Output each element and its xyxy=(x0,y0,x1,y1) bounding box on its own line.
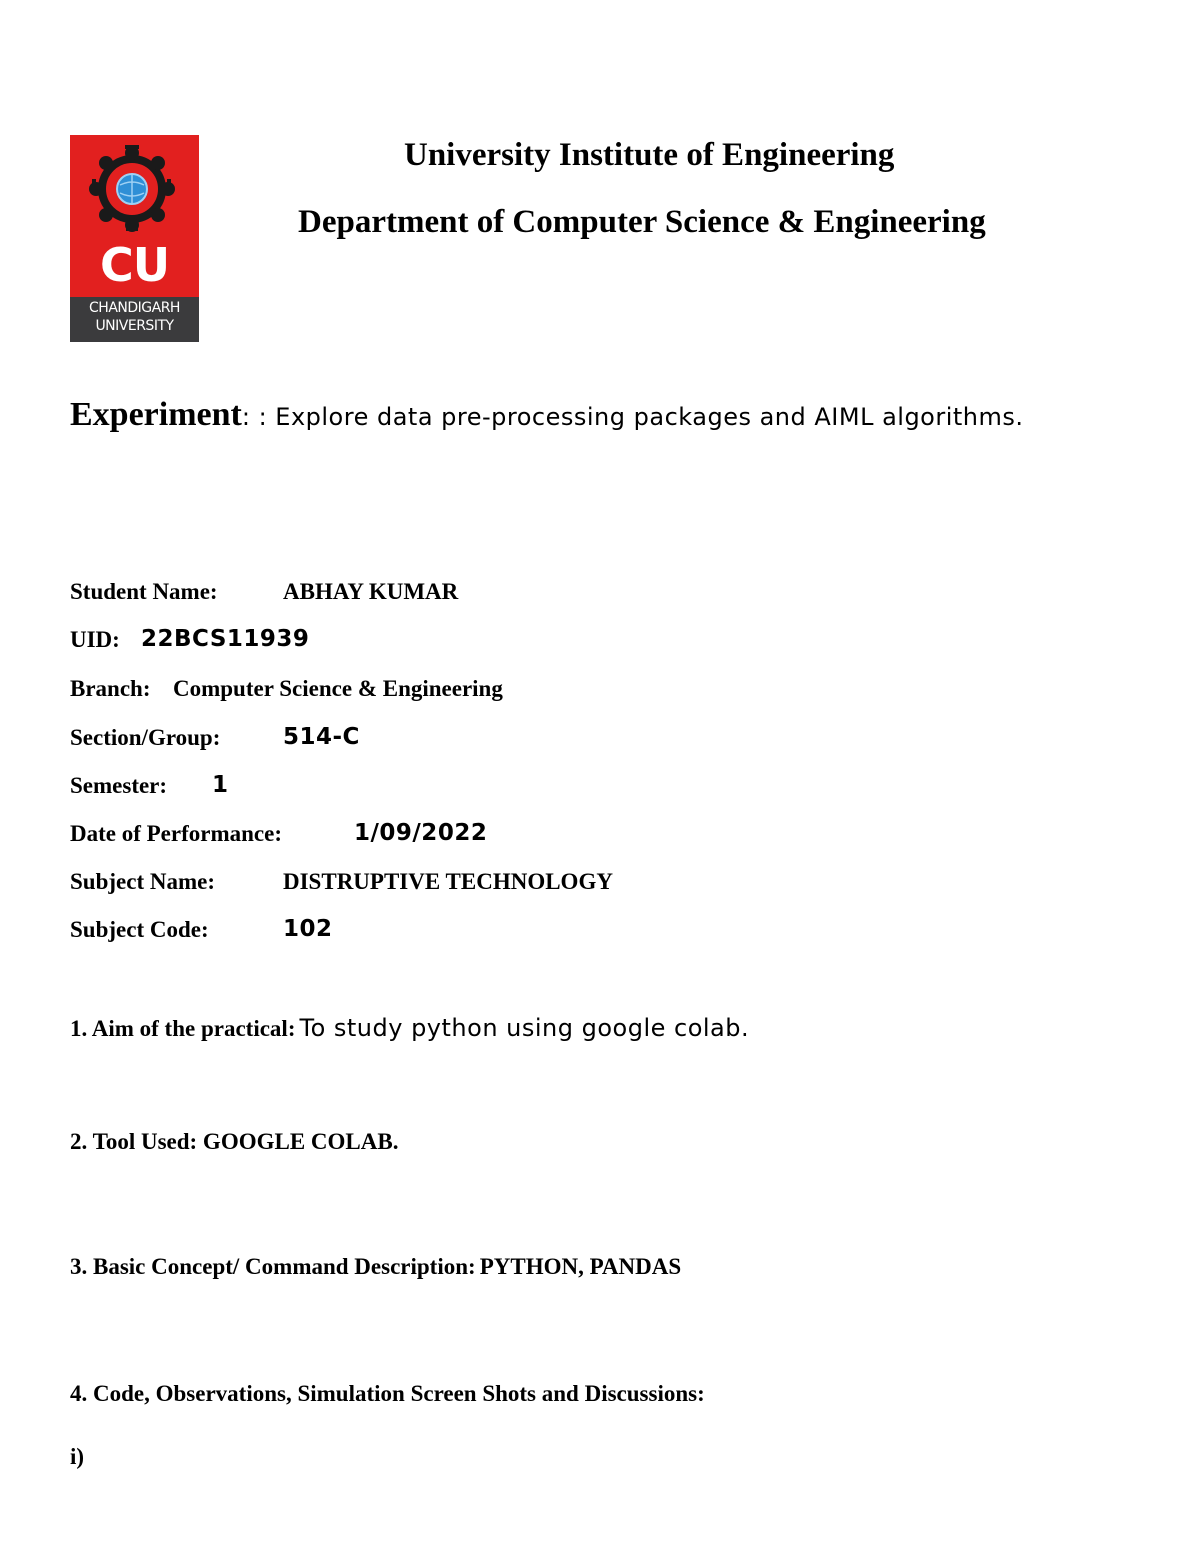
department-title: Department of Computer Science & Engineering xyxy=(298,204,986,240)
experiment-text: : : Explore data pre-processing packages and AIML algorithms. xyxy=(241,403,1024,431)
code-section-heading: 4. Code, Observations, Simulation Screen Shots and Discussions: xyxy=(70,1381,705,1406)
aim-text: To study python using google colab. xyxy=(299,1014,750,1042)
branch-label: Branch: xyxy=(70,676,151,701)
tool-used: 2. Tool Used: GOOGLE COLAB. xyxy=(70,1129,399,1154)
date-label: Date of Performance: xyxy=(70,821,282,846)
item-i: i) xyxy=(70,1444,85,1469)
student-name-value: ABHAY KUMAR xyxy=(283,579,459,604)
experiment-label: Experiment xyxy=(70,396,242,433)
logo-emblem-icon xyxy=(70,139,199,239)
aim-line xyxy=(70,1014,749,1042)
uid-value: 22BCS11939 xyxy=(141,626,310,652)
logo-line-2: UNIVERSITY xyxy=(95,318,174,334)
subject-name-label: Subject Name: xyxy=(70,869,215,894)
concept-text: PYTHON, PANDAS xyxy=(479,1254,682,1279)
experiment-line xyxy=(70,396,1024,434)
subject-code-label: Subject Code: xyxy=(70,917,209,942)
branch-value: Computer Science & Engineering xyxy=(173,676,503,701)
concept-label: 3. Basic Concept/ Command Description: xyxy=(70,1254,476,1279)
concept-line xyxy=(70,1254,681,1280)
logo-abbr: CU xyxy=(99,238,170,292)
date-value: 1/09/2022 xyxy=(354,820,488,846)
section-label: Section/Group: xyxy=(70,725,221,750)
section-value: 514-C xyxy=(283,724,360,750)
semester-value: 1 xyxy=(212,772,229,798)
student-name-label: Student Name: xyxy=(70,579,218,604)
institute-title: University Institute of Engineering xyxy=(404,137,895,173)
semester-label: Semester: xyxy=(70,773,168,798)
university-logo xyxy=(70,135,199,342)
aim-label: 1. Aim of the practical: xyxy=(70,1016,296,1041)
subject-name-value: DISTRUPTIVE TECHNOLOGY xyxy=(283,869,613,894)
logo-line-1: CHANDIGARH xyxy=(89,300,180,316)
subject-code-value: 102 xyxy=(283,916,333,942)
uid-label: UID: xyxy=(70,627,120,652)
logo-red-panel xyxy=(70,135,199,297)
